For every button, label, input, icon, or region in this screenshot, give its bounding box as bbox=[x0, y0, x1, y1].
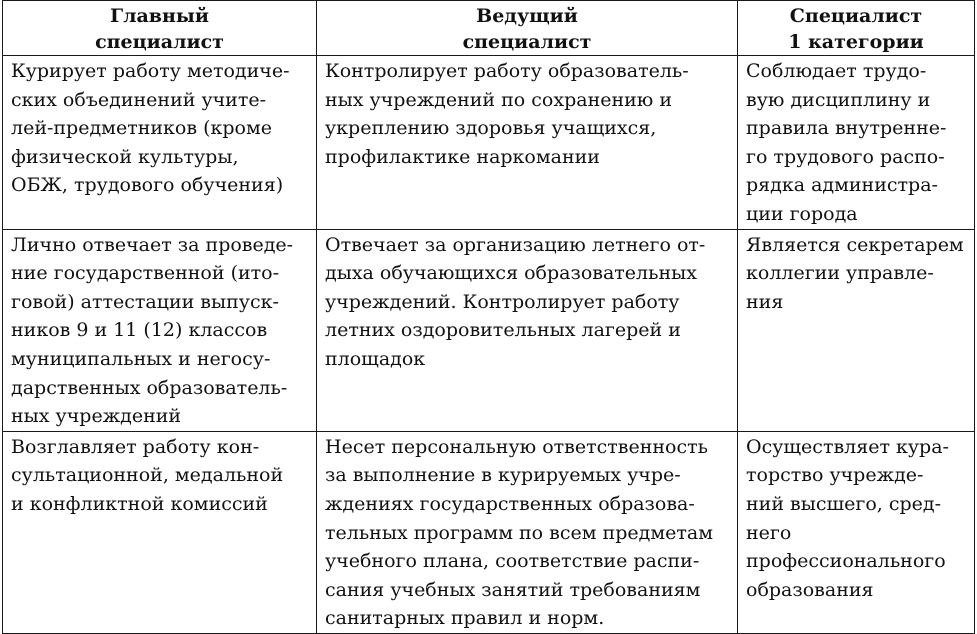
table-cell: Является секретарем коллегии управле- ния bbox=[738, 229, 975, 431]
table-cell: Контролирует работу образователь- ных учреждений по сохранению и укреплению здоровья учащихся, профилактике наркомании bbox=[317, 56, 738, 230]
table-header-row bbox=[3, 1, 975, 56]
table-row bbox=[3, 431, 975, 633]
table-cell: Соблюдает трудо- вую дисциплину и правила внутренне- го трудового распо- рядка администра- ции города bbox=[738, 56, 975, 230]
header-line: специалист bbox=[95, 31, 224, 53]
header-line: Специалист bbox=[789, 5, 923, 27]
header-first-category-specialist bbox=[738, 1, 975, 56]
header-line: Главный bbox=[109, 5, 210, 27]
table-cell: Несет персональную ответственность за выполнение в курируемых учре- ждениях государственных образова- тельных программ по всем предметам учебного плана, соответствие распи- сания учебных занятий требованиям санитарных правил и норм. bbox=[317, 431, 738, 633]
table-row bbox=[3, 56, 975, 230]
header-line: специалист bbox=[462, 31, 592, 53]
table-cell: Курирует работу методиче- ских объединений учите- лей-предметников (кроме физической культуры, ОБЖ, трудового обучения) bbox=[3, 56, 317, 230]
header-leading-specialist bbox=[317, 1, 738, 56]
header-line: Ведущий bbox=[476, 5, 578, 27]
table-cell: Осуществляет кура- торство учрежде- ний высшего, сред- него профессионального образования bbox=[738, 431, 975, 633]
header-chief-specialist bbox=[3, 1, 317, 56]
table-row bbox=[3, 229, 975, 431]
table-cell: Возглавляет работу кон- сультационной, медальной и конфликтной комиссий bbox=[3, 431, 317, 633]
table-cell: Отвечает за организацию летнего от- дыха обучающихся образовательных учреждений. Контролирует работу летних оздоровительных лагерей и площадок bbox=[317, 229, 738, 431]
header-line: 1 категории bbox=[788, 31, 924, 53]
duties-table bbox=[2, 0, 975, 634]
table-cell: Лично отвечает за проведе- ние государственной (ито- говой) аттестации выпуск- ников 9 и 11 (12) классов муниципальных и негосу- дарственных образователь- ных учреждений bbox=[3, 229, 317, 431]
